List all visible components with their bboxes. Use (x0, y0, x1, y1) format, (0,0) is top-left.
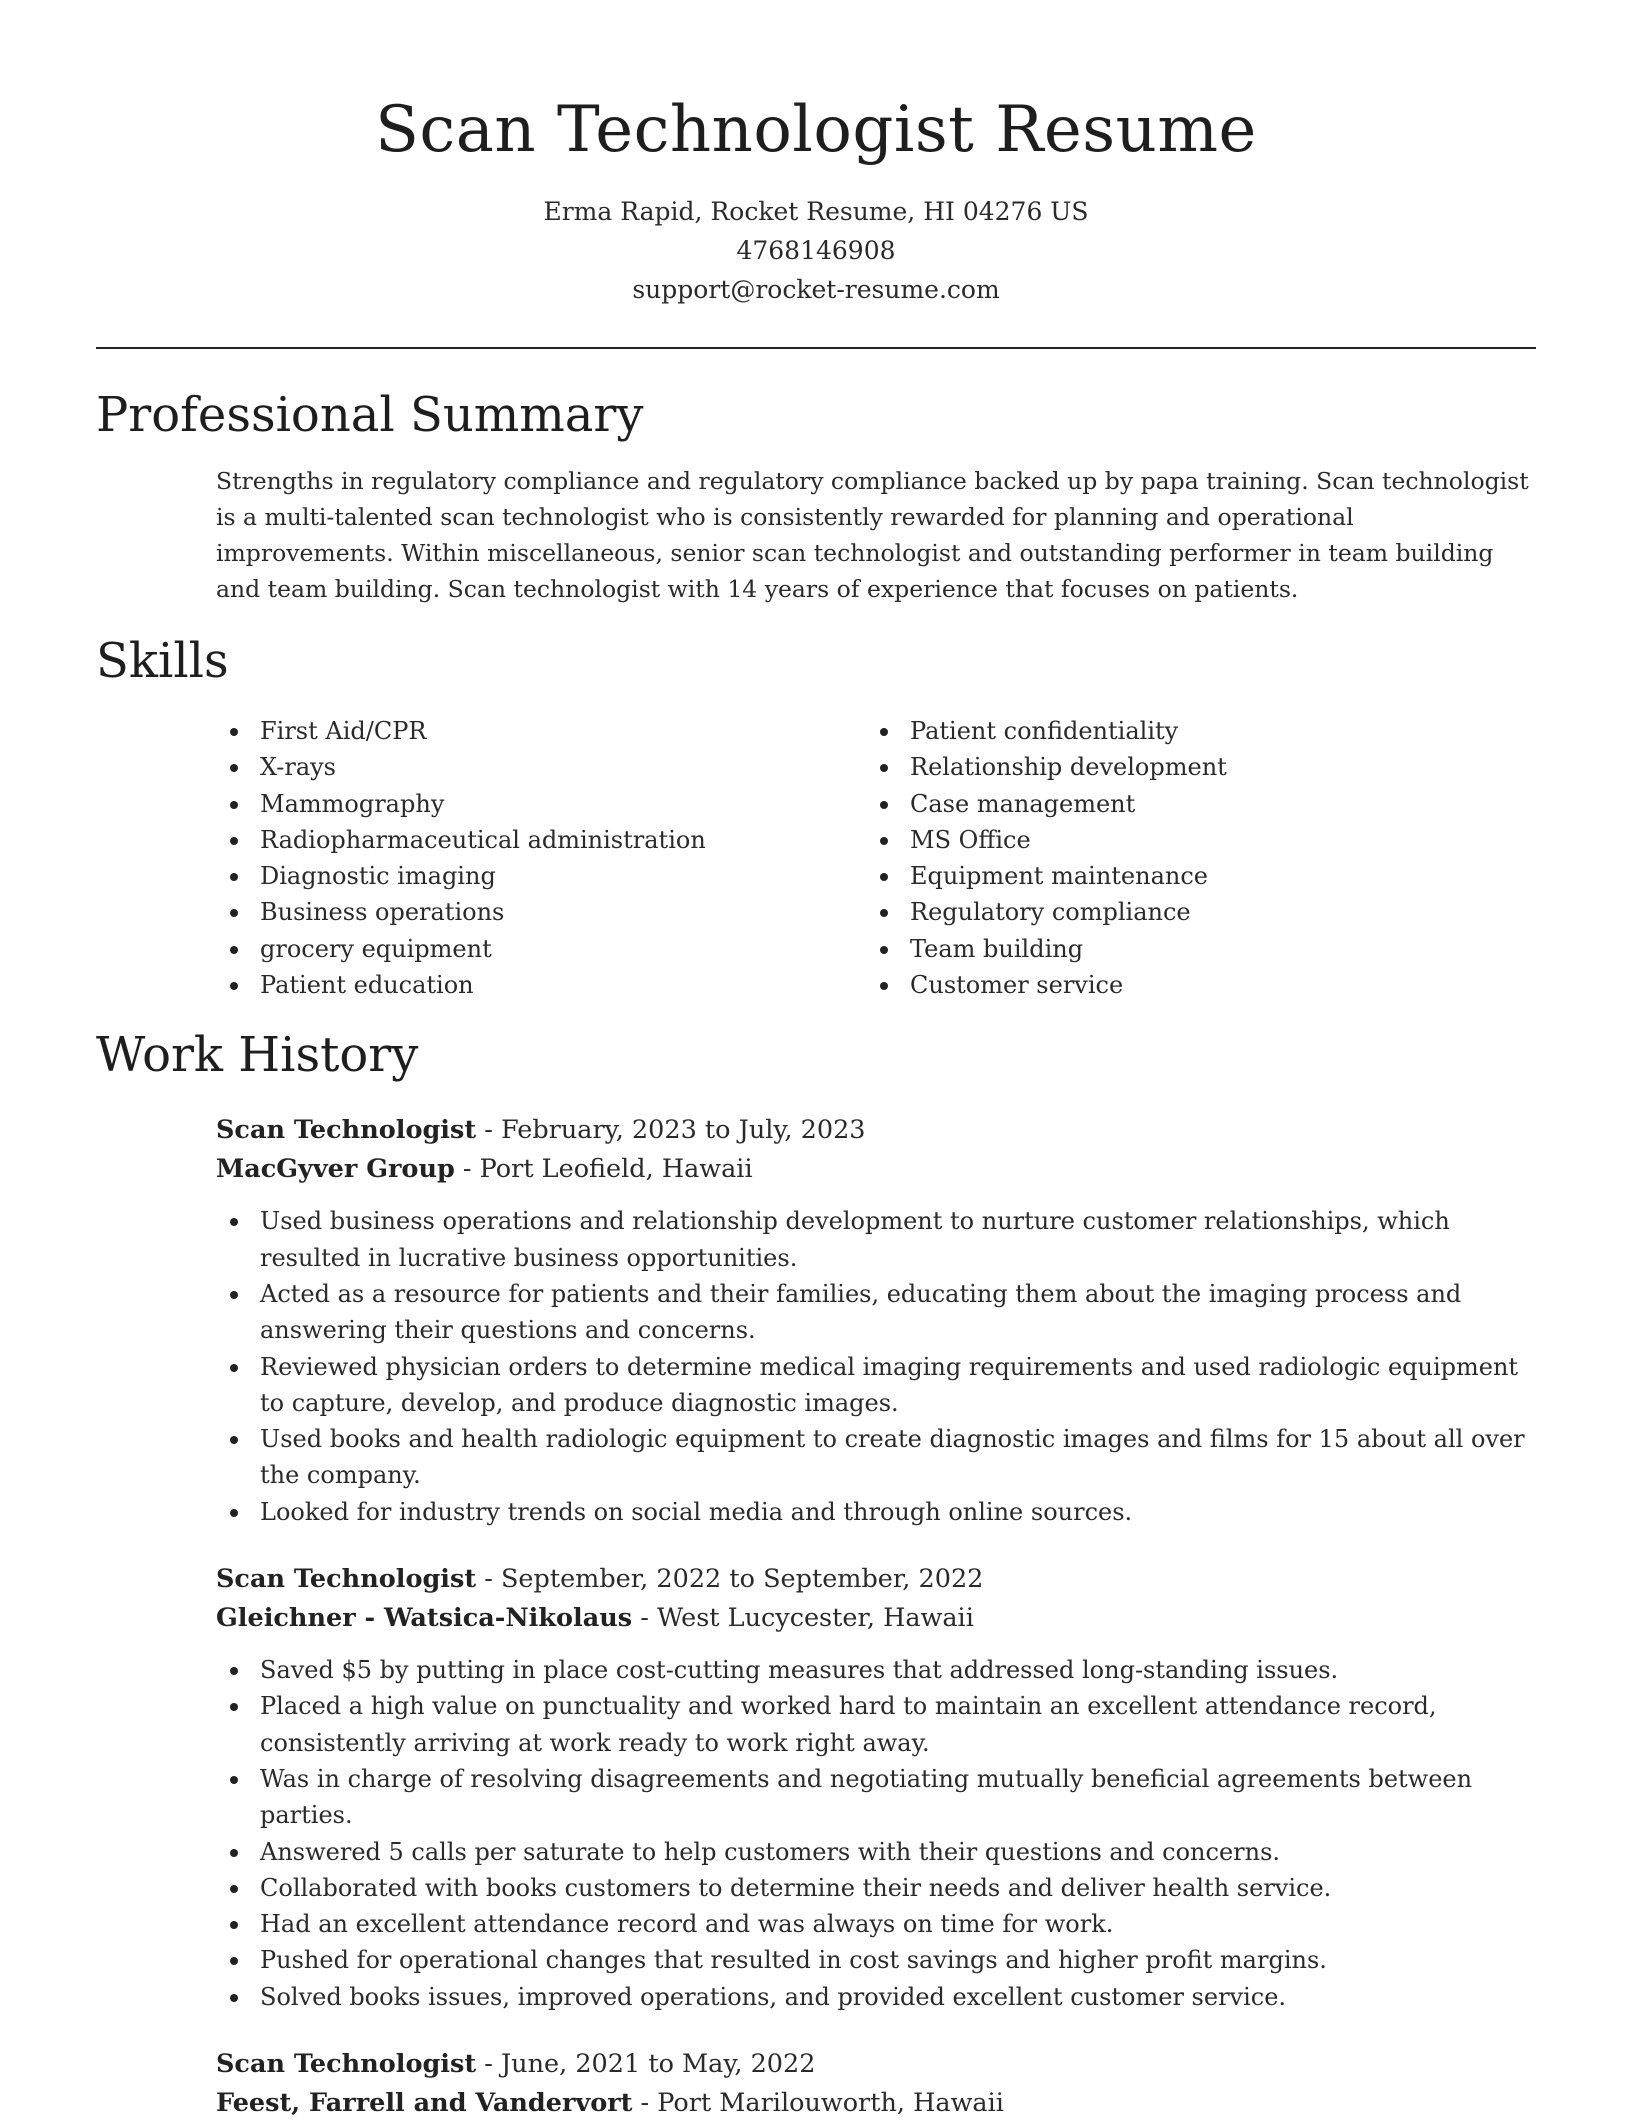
job-company: Gleichner - Watsica-Nikolaus (216, 1603, 633, 1634)
job-bullet: Answered 5 calls per saturate to help customers with their questions and concerns. (216, 1834, 1536, 1870)
job-bullets (216, 1203, 1536, 1530)
skill-item: Case management (866, 786, 1516, 822)
skill-item: X-rays (216, 749, 866, 785)
skill-item: Radiopharmaceutical administration (216, 822, 866, 858)
skill-item: grocery equipment (216, 931, 866, 967)
job-location: - Port Marilouworth, Hawaii (632, 2088, 1004, 2119)
job-bullet: Placed a high value on punctuality and worked hard to maintain an excellent attendance record, consistently arriving at work ready to work right away. (216, 1688, 1536, 1761)
skills-column-right (866, 713, 1516, 1003)
job-company-line (216, 1599, 1536, 1638)
skill-item: MS Office (866, 822, 1516, 858)
job-company-line (216, 2084, 1536, 2123)
job-title-line (216, 1560, 1536, 1599)
skills-column-left (216, 713, 866, 1003)
job-company-line (216, 1150, 1536, 1189)
job-bullet: Had an excellent attendance record and was always on time for work. (216, 1906, 1536, 1942)
job-bullets (216, 1652, 1536, 2015)
job-bullet: Acted as a resource for patients and their families, educating them about the imaging process and answering their questions and concerns. (216, 1276, 1536, 1349)
resume-title: Scan Technologist Resume (375, 93, 1257, 167)
job-dates: - February, 2023 to July, 2023 (476, 1115, 866, 1146)
summary-text: Strengths in regulatory compliance and regulatory compliance backed up by papa training. Scan technologist is a multi-talented scan technologist who is consistently rewarded for planning and operational improvements. Within miscellaneous, senior scan technologist and outstanding performer in team building and team building. Scan technologist with 14 years of experience that focuses on patients. (216, 467, 1529, 603)
job-location: - Port Leofield, Hawaii (454, 1154, 753, 1185)
resume-page (96, 0, 1536, 2123)
job-bullet: Pushed for operational changes that resulted in cost savings and higher profit margins. (216, 1942, 1536, 1978)
skill-item: Patient confidentiality (866, 713, 1516, 749)
job-entry (216, 1111, 1536, 1530)
job-bullet: Used books and health radiologic equipment to create diagnostic images and films for 15 about all over the company. (216, 1421, 1536, 1494)
skill-item: First Aid/CPR (216, 713, 866, 749)
job-bullet: Used business operations and relationship development to nurture customer relationships, which resulted in lucrative business opportunities. (216, 1203, 1536, 1276)
job-title: Scan Technologist (216, 2049, 477, 2080)
job-entry (216, 2045, 1536, 2123)
job-company: MacGyver Group (216, 1154, 455, 1185)
work-history-heading: Work History (96, 1027, 419, 1084)
skill-item: Team building (866, 931, 1516, 967)
skill-item: Mammography (216, 786, 866, 822)
skill-item: Relationship development (866, 749, 1516, 785)
contact-phone: 4768146908 (736, 236, 896, 265)
skills-list (216, 713, 1536, 1003)
job-location: - West Lucycester, Hawaii (632, 1603, 974, 1634)
job-dates: - September, 2022 to September, 2022 (476, 1564, 984, 1595)
job-title: Scan Technologist (216, 1115, 477, 1146)
header-divider (96, 347, 1536, 349)
job-dates: - June, 2021 to May, 2022 (476, 2049, 816, 2080)
contact-email: support@rocket-resume.com (632, 275, 1000, 304)
skill-item: Equipment maintenance (866, 858, 1516, 894)
skills-heading: Skills (96, 633, 229, 689)
contact-address: Erma Rapid, Rocket Resume, HI 04276 US (543, 197, 1089, 226)
job-bullet: Saved $5 by putting in place cost-cutting measures that addressed long-standing issues. (216, 1652, 1536, 1688)
skill-item: Patient education (216, 967, 866, 1003)
skill-item: Customer service (866, 967, 1516, 1003)
skill-item: Business operations (216, 894, 866, 930)
job-title: Scan Technologist (216, 1564, 477, 1595)
summary-heading: Professional Summary (96, 387, 644, 443)
job-bullet: Solved books issues, improved operations, and provided excellent customer service. (216, 1979, 1536, 2015)
job-bullet: Collaborated with books customers to determine their needs and deliver health service. (216, 1870, 1536, 1906)
skill-item: Regulatory compliance (866, 894, 1516, 930)
job-bullet: Reviewed physician orders to determine medical imaging requirements and used radiologic equipment to capture, develop, and produce diagnostic images. (216, 1349, 1536, 1422)
contact-block (96, 192, 1536, 309)
job-bullet: Was in charge of resolving disagreements and negotiating mutually beneficial agreements between parties. (216, 1761, 1536, 1834)
job-title-line (216, 2045, 1536, 2084)
job-bullet: Looked for industry trends on social media and through online sources. (216, 1494, 1536, 1530)
job-title-line (216, 1111, 1536, 1150)
job-company: Feest, Farrell and Vandervort (216, 2088, 633, 2119)
job-entry (216, 1560, 1536, 2015)
skill-item: Diagnostic imaging (216, 858, 866, 894)
